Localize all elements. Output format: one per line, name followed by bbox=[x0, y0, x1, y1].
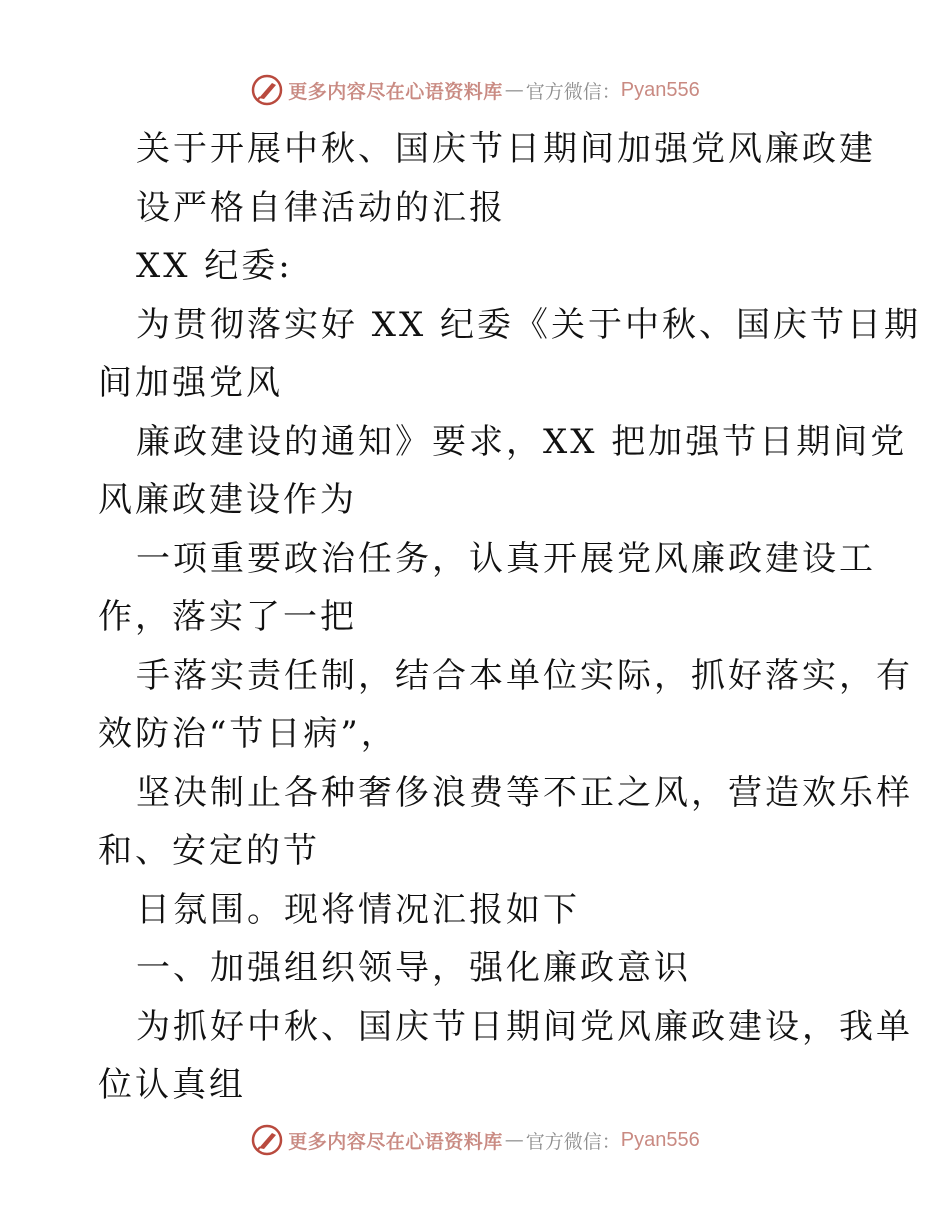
document-line: 关于开展中秋、国庆节日期间加强党风廉政建 bbox=[136, 129, 876, 169]
document-line: 为抓好中秋、国庆节日期间党风廉政建设，我单 bbox=[136, 1006, 913, 1047]
document-line: 作，落实了一把 bbox=[98, 597, 357, 637]
document-line: 风廉政建设作为 bbox=[98, 480, 357, 520]
header-watermark bbox=[0, 68, 950, 112]
document-line: 为贯彻落实好 XX 纪委《关于中秋、国庆节日期 bbox=[136, 304, 922, 345]
document-line: 位认真组 bbox=[98, 1065, 246, 1105]
quill-pen-circle-icon bbox=[250, 1123, 284, 1157]
document-line: 一、加强组织领导，强化廉政意识 bbox=[136, 948, 691, 988]
document-line: XX 纪委: bbox=[136, 246, 293, 286]
watermark-account: Pyan556 bbox=[620, 78, 700, 101]
watermark-separator: — bbox=[504, 1129, 524, 1151]
document-line: 日氛围。现将情况汇报如下 bbox=[136, 889, 580, 930]
document-body bbox=[98, 120, 922, 1115]
document-line: 和、安定的节 bbox=[98, 831, 320, 871]
document-line: 设严格自律活动的汇报 bbox=[136, 187, 506, 228]
watermark-separator: — bbox=[504, 79, 524, 101]
document-line: 坚决制止各种奢侈浪费等不正之风，营造欢乐样 bbox=[136, 772, 913, 813]
watermark-text: 更多内容尽在心语资料库 bbox=[288, 80, 503, 103]
document-line: 手落实责任制，结合本单位实际，抓好落实，有 bbox=[136, 655, 913, 696]
document-line: 廉政建设的通知》要求，XX 把加强节日期间党 bbox=[136, 421, 908, 462]
document-line: 效防治“节日病”， bbox=[98, 714, 398, 754]
document-line: 一项重要政治任务，认真开展党风廉政建设工 bbox=[136, 538, 876, 579]
footer-watermark bbox=[0, 1118, 950, 1162]
document-line: 间加强党风 bbox=[98, 363, 283, 403]
watermark-label: 官方微信： bbox=[525, 1130, 621, 1153]
quill-pen-circle-icon bbox=[250, 73, 284, 107]
watermark-text: 更多内容尽在心语资料库 bbox=[288, 1130, 503, 1153]
watermark-label: 官方微信： bbox=[525, 80, 621, 103]
watermark-account: Pyan556 bbox=[620, 1128, 700, 1151]
